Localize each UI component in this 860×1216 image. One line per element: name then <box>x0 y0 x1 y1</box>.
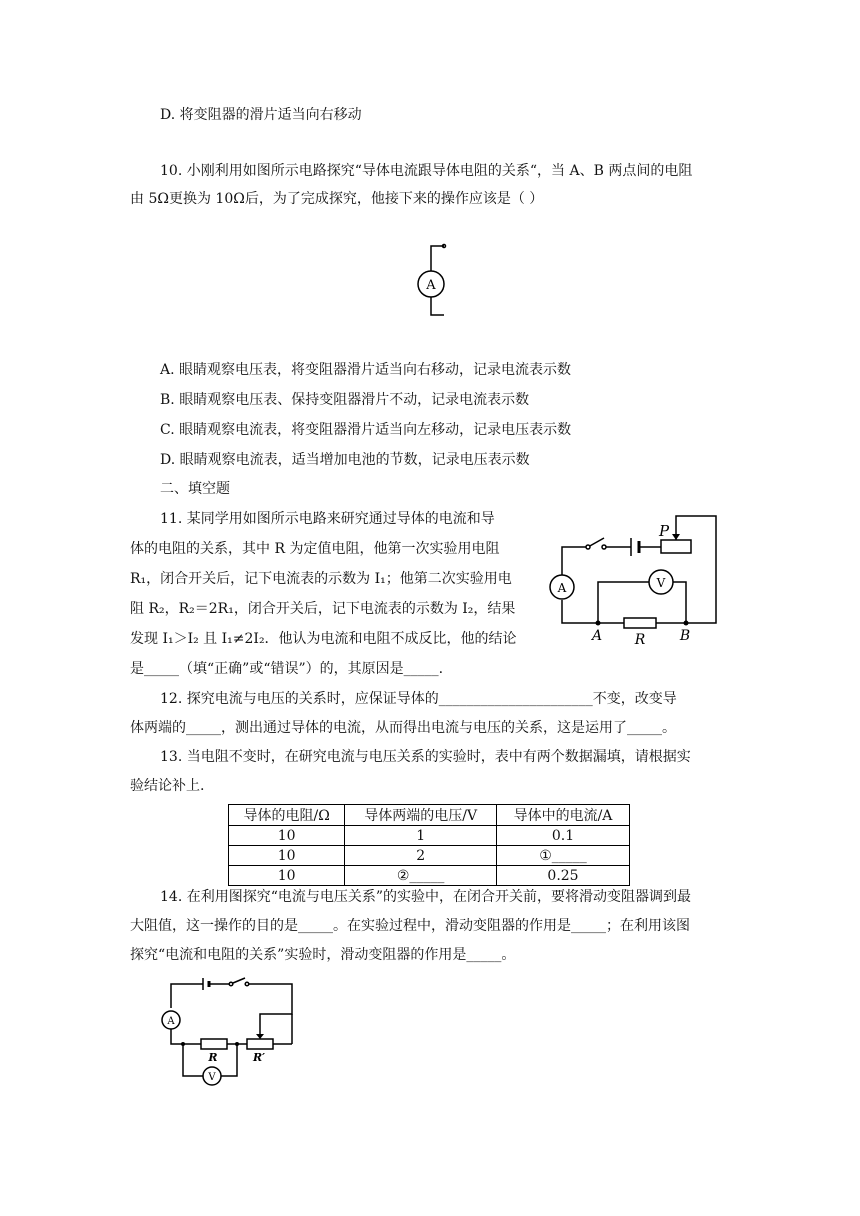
table-row <box>229 826 630 846</box>
q9-option-d: D. 将变阻器的滑片适当向右移动 <box>160 107 362 123</box>
q14-line3: 探究“电流和电阻的关系”实验时，滑动变阻器的作用是_____。 <box>130 947 516 963</box>
q13-data-table <box>228 804 630 886</box>
table-cell: 10 <box>229 846 345 866</box>
q14-line1: 14. 在利用图探究“电流与电压关系”的实验中，在闭合开关前，要将滑动变阻器调到最 <box>160 889 692 905</box>
q11-fig-label-B: B <box>679 628 691 644</box>
table-cell: 0.1 <box>496 826 629 846</box>
q10-ammeter-label: A <box>426 278 436 293</box>
table-cell: 1 <box>345 826 497 846</box>
q11-fig-ammeter: A <box>557 581 567 595</box>
table-row <box>229 866 630 886</box>
table-header-row <box>229 805 630 826</box>
table-cell-blank-2: ②_____ <box>345 866 497 886</box>
q11-fig-label-R: R <box>634 632 646 648</box>
q11-line5: 发现 I₁＞I₂ 且 I₁≠2I₂．他认为电流和电阻不成反比，他的结论 <box>130 631 517 647</box>
q11-line6: 是_____（填“正确”或“错误”）的，其原因是_____. <box>130 661 444 677</box>
q14-fig-label-R: R <box>208 1051 218 1064</box>
q13-line1: 13. 当电阻不变时，在研究电流与电压关系的实验时，表中有两个数据漏填，请根据实 <box>160 749 691 765</box>
table-row <box>229 846 630 866</box>
section-title: 二、填空题 <box>160 481 230 497</box>
table-header-current: 导体中的电流/A <box>496 805 629 826</box>
q14-circuit-figure <box>155 976 305 1086</box>
q10-stem-line1: 10. 小刚利用如图所示电路探究“导体电流跟导体电阻的关系“，当 A、B 两点间的电阻 <box>160 163 693 179</box>
q12-line2: 体两端的_____，测出通过导体的电流，从而得出电流与电压的关系，这是运用了_____。 <box>130 720 676 736</box>
table-cell: 0.25 <box>496 866 629 886</box>
q11-fig-voltmeter: V <box>656 576 666 590</box>
q11-line4: 阻 R₂，R₂＝2R₁，闭合开关后，记下电流表的示数为 I₂，结果 <box>130 601 516 617</box>
q12-line1: 12. 探究电流与电压的关系时，应保证导体的______________________不变，改变导 <box>160 691 677 707</box>
table-cell-blank-1: ①_____ <box>496 846 629 866</box>
q14-line2: 大阻值，这一操作的目的是_____。在实验过程中，滑动变阻器的作用是_____；在利用该图 <box>130 918 690 934</box>
q14-fig-ammeter: A <box>167 1016 175 1027</box>
q14-fig-voltmeter: V <box>208 1072 216 1083</box>
q11-fig-label-A: A <box>591 628 603 644</box>
table-cell: 2 <box>345 846 497 866</box>
q10-option-a: A. 眼睛观察电压表，将变阻器滑片适当向右移动，记录电流表示数 <box>160 362 572 378</box>
q11-fig-label-P: P <box>658 522 670 540</box>
q11-circuit-figure <box>540 510 730 650</box>
q10-option-b: B. 眼睛观察电压表、保持变阻器滑片不动，记录电流表示数 <box>160 392 530 408</box>
q10-stem-line2: 由 5Ω更换为 10Ω后，为了完成探究，他接下来的操作应该是（ ） <box>130 191 544 207</box>
q11-line1: 11. 某同学用如图所示电路来研究通过导体的电流和导 <box>160 511 495 527</box>
q10-circuit-figure <box>400 236 460 326</box>
table-header-voltage: 导体两端的电压/V <box>345 805 497 826</box>
table-cell: 10 <box>229 866 345 886</box>
q11-line3: R₁，闭合开关后，记下电流表的示数为 I₁；他第二次实验用电 <box>130 571 512 587</box>
q13-line2: 验结论补上. <box>130 778 205 794</box>
table-cell: 10 <box>229 826 345 846</box>
q11-line2: 体的电阻的关系，其中 R 为定值电阻，他第一次实验用电阻 <box>130 541 500 557</box>
table-header-resistance: 导体的电阻/Ω <box>229 805 345 826</box>
q14-fig-label-R-prime: R′ <box>252 1051 266 1064</box>
q10-option-c: C. 眼睛观察电流表，将变阻器滑片适当向左移动，记录电压表示数 <box>160 422 572 438</box>
q10-option-d: D. 眼睛观察电流表，适当增加电池的节数，记录电压表示数 <box>160 452 530 468</box>
